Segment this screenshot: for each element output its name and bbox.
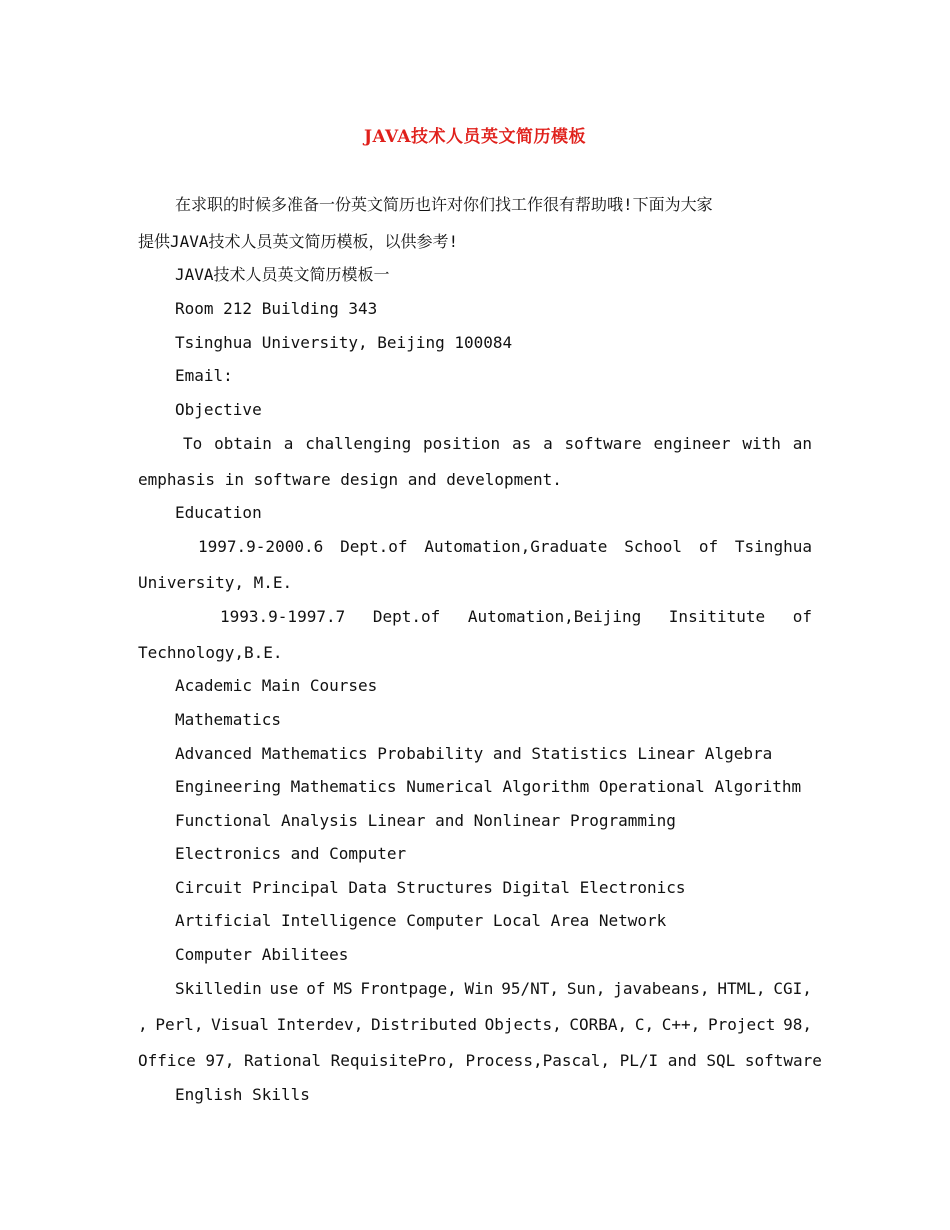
word: javabeans, bbox=[613, 979, 710, 998]
computer-heading: Computer Abilitees bbox=[175, 945, 349, 964]
word: Interdev, bbox=[276, 1015, 364, 1034]
courses-heading: Academic Main Courses bbox=[175, 676, 378, 695]
word: Perl, bbox=[155, 1015, 204, 1034]
word: School bbox=[624, 537, 682, 556]
word: software bbox=[564, 434, 642, 453]
word: CGI, bbox=[773, 979, 812, 998]
word: Win bbox=[464, 979, 494, 998]
word: of bbox=[698, 537, 719, 556]
education-entry-2 bbox=[220, 607, 812, 627]
word: Distributed bbox=[371, 1015, 477, 1034]
word: Visual bbox=[211, 1015, 269, 1034]
word: Insititute bbox=[668, 607, 766, 626]
word: obtain bbox=[214, 434, 272, 453]
word: engineer bbox=[653, 434, 731, 453]
word: 98, bbox=[783, 1015, 812, 1034]
electronics-heading: Electronics and Computer bbox=[175, 844, 407, 863]
word: Automation,Graduate bbox=[424, 537, 608, 556]
objective-line-2: emphasis in software design and development. bbox=[138, 470, 562, 489]
electronics-line-2: Artificial Intelligence Computer Local Area Network bbox=[175, 911, 667, 930]
intro-line-2: 提供JAVA技术人员英文简历模板，以供参考! bbox=[138, 232, 459, 251]
computer-line-3: Office 97, Rational RequisitePro, Process,Pascal, PL/I and SQL software bbox=[138, 1051, 822, 1070]
word: position bbox=[423, 434, 501, 453]
education-heading: Education bbox=[175, 503, 262, 522]
math-line-2: Engineering Mathematics Numerical Algorithm Operational Algorithm bbox=[175, 777, 802, 796]
word: of bbox=[792, 607, 812, 626]
word: Project bbox=[707, 1015, 776, 1034]
word: CORBA, bbox=[569, 1015, 628, 1034]
objective-line-1 bbox=[183, 434, 812, 454]
page-title: JAVA技术人员英文简历模板 bbox=[363, 127, 587, 147]
word: Frontpage, bbox=[360, 979, 457, 998]
word: 95/NT, bbox=[501, 979, 560, 998]
word: Objects, bbox=[484, 1015, 562, 1034]
word: HTML, bbox=[717, 979, 766, 998]
word: Automation,Beijing bbox=[467, 607, 642, 626]
math-heading: Mathematics bbox=[175, 710, 281, 729]
email-label: Email: bbox=[175, 366, 233, 385]
word: C, bbox=[634, 1015, 655, 1034]
word: with bbox=[742, 434, 781, 453]
intro-line-1: 在求职的时候多准备一份英文简历也许对你们找工作很有帮助哦!下面为大家 bbox=[175, 195, 713, 214]
word: a bbox=[283, 434, 294, 453]
word: Skilledin bbox=[175, 979, 262, 998]
word: as bbox=[511, 434, 532, 453]
word: To bbox=[183, 434, 203, 453]
electronics-line-1: Circuit Principal Data Structures Digital Electronics bbox=[175, 878, 686, 897]
computer-line-1 bbox=[175, 979, 812, 999]
education-entry-1 bbox=[198, 537, 812, 557]
education-entry-2-cont: Technology,B.E. bbox=[138, 643, 283, 662]
word: of bbox=[306, 979, 326, 998]
word: Sun, bbox=[566, 979, 606, 998]
word: Dept.of bbox=[372, 607, 441, 626]
word: challenging bbox=[305, 434, 412, 453]
section-heading: JAVA技术人员英文简历模板一 bbox=[175, 265, 390, 284]
word: use bbox=[269, 979, 299, 998]
word: C++, bbox=[661, 1015, 701, 1034]
word: 1993.9-1997.7 bbox=[220, 607, 346, 626]
word: Tsinghua bbox=[734, 537, 812, 556]
address-line-2: Tsinghua University, Beijing 100084 bbox=[175, 333, 513, 352]
math-line-1: Advanced Mathematics Probability and Statistics Linear Algebra bbox=[175, 744, 773, 763]
address-line-1: Room 212 Building 343 bbox=[175, 299, 378, 318]
word: an bbox=[792, 434, 812, 453]
objective-heading: Objective bbox=[175, 400, 262, 419]
word: 1997.9-2000.6 bbox=[198, 537, 324, 556]
computer-line-2 bbox=[138, 1015, 812, 1035]
english-heading: English Skills bbox=[175, 1085, 310, 1104]
education-entry-1-cont: University, M.E. bbox=[138, 573, 293, 592]
word: MS bbox=[333, 979, 353, 998]
word: Dept.of bbox=[340, 537, 408, 556]
word: a bbox=[543, 434, 553, 453]
math-line-3: Functional Analysis Linear and Nonlinear Programming bbox=[175, 811, 676, 830]
word: , bbox=[138, 1015, 148, 1034]
